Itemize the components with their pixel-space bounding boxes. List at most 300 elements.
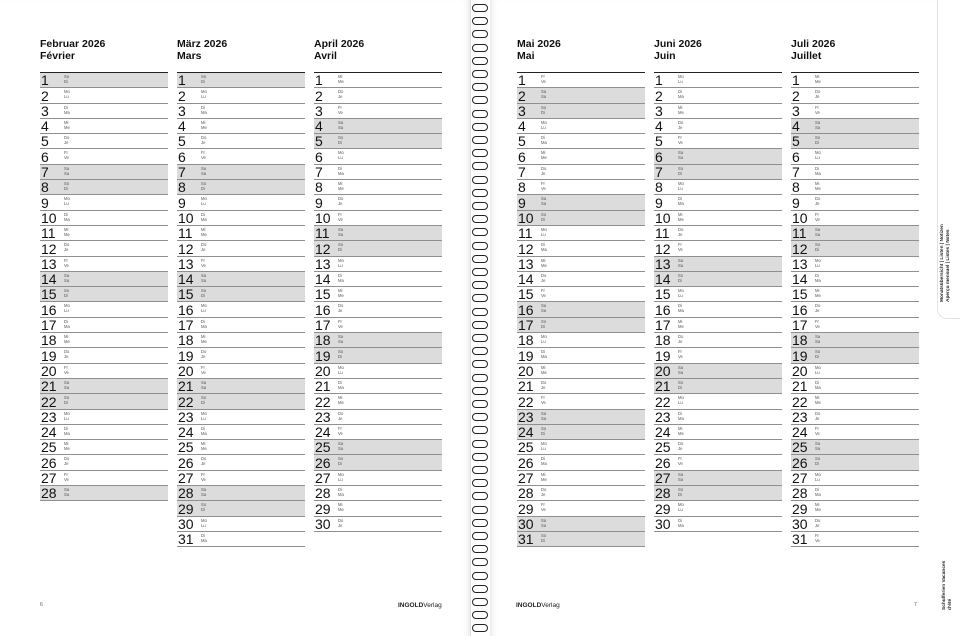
day-row[interactable] bbox=[654, 348, 782, 363]
weekday-label: Do Je bbox=[815, 517, 821, 528]
day-number: 23 bbox=[315, 408, 331, 425]
day-row[interactable] bbox=[177, 149, 305, 164]
day-number: 18 bbox=[315, 332, 331, 349]
day-number: 13 bbox=[178, 255, 194, 272]
day-number: 2 bbox=[41, 87, 49, 104]
spiral-coil bbox=[472, 202, 488, 210]
day-row[interactable] bbox=[40, 180, 168, 195]
day-row[interactable] bbox=[654, 410, 782, 425]
day-row[interactable] bbox=[791, 226, 919, 241]
day-row[interactable] bbox=[791, 348, 919, 363]
day-row[interactable] bbox=[314, 165, 442, 180]
day-row[interactable] bbox=[517, 501, 645, 516]
day-row[interactable] bbox=[40, 165, 168, 180]
day-row[interactable] bbox=[517, 532, 645, 547]
day-number: 4 bbox=[792, 118, 800, 135]
day-row[interactable] bbox=[40, 425, 168, 440]
day-row[interactable] bbox=[654, 272, 782, 287]
day-row[interactable] bbox=[654, 440, 782, 455]
day-row[interactable] bbox=[517, 149, 645, 164]
day-number: 28 bbox=[315, 485, 331, 502]
day-number: 6 bbox=[41, 148, 49, 165]
weekday-label: Sa Sa bbox=[338, 334, 344, 345]
spiral-coil bbox=[472, 545, 488, 553]
day-number: 9 bbox=[655, 194, 663, 211]
weekday-label: Fr Ve bbox=[64, 364, 69, 375]
spiral-coil bbox=[472, 281, 488, 289]
day-row[interactable] bbox=[517, 104, 645, 119]
day-number: 9 bbox=[792, 194, 800, 211]
day-number: 10 bbox=[518, 209, 534, 226]
day-number: 29 bbox=[655, 500, 671, 517]
month-title-fr: Mars bbox=[177, 50, 202, 62]
day-row[interactable] bbox=[517, 348, 645, 363]
day-row[interactable] bbox=[314, 425, 442, 440]
day-row[interactable] bbox=[517, 119, 645, 134]
spiral-coil bbox=[472, 110, 488, 118]
day-row[interactable] bbox=[791, 134, 919, 149]
spiral-coil bbox=[472, 70, 488, 78]
day-number: 18 bbox=[518, 332, 534, 349]
day-row[interactable] bbox=[177, 226, 305, 241]
day-number: 21 bbox=[41, 378, 57, 395]
day-row[interactable] bbox=[654, 287, 782, 302]
month-header bbox=[177, 38, 305, 73]
weekday-label: Do Je bbox=[678, 441, 684, 452]
day-row[interactable] bbox=[314, 410, 442, 425]
day-number: 27 bbox=[792, 470, 808, 487]
day-row[interactable] bbox=[654, 180, 782, 195]
day-row[interactable] bbox=[40, 134, 168, 149]
register-tab-label: Monatsübersicht | Listen | Notizen Aperçu mensuel | Listes | Notes bbox=[940, 224, 951, 302]
day-row[interactable] bbox=[654, 119, 782, 134]
day-row[interactable] bbox=[791, 119, 919, 134]
weekday-label: Di Ma bbox=[678, 196, 684, 207]
day-row[interactable] bbox=[40, 287, 168, 302]
day-number: 5 bbox=[41, 133, 49, 150]
day-number: 29 bbox=[518, 500, 534, 517]
day-row[interactable] bbox=[40, 88, 168, 103]
day-row[interactable] bbox=[517, 440, 645, 455]
day-row[interactable] bbox=[791, 302, 919, 317]
day-number: 25 bbox=[655, 439, 671, 456]
day-number: 14 bbox=[518, 271, 534, 288]
day-row[interactable] bbox=[517, 226, 645, 241]
day-number: 2 bbox=[315, 87, 323, 104]
weekday-label: Fr Ve bbox=[541, 181, 546, 192]
day-row[interactable] bbox=[654, 486, 782, 501]
day-row[interactable] bbox=[517, 211, 645, 226]
day-number: 26 bbox=[518, 454, 534, 471]
day-row[interactable] bbox=[177, 501, 305, 516]
day-row[interactable] bbox=[40, 257, 168, 272]
weekday-label: Mo Lu bbox=[815, 364, 821, 375]
day-row[interactable] bbox=[791, 104, 919, 119]
day-row[interactable] bbox=[654, 149, 782, 164]
weekday-label: So Di bbox=[201, 502, 207, 513]
day-row[interactable] bbox=[517, 333, 645, 348]
spiral-coil bbox=[472, 176, 488, 184]
weekday-label: Mi Me bbox=[541, 257, 547, 268]
day-row[interactable] bbox=[314, 180, 442, 195]
day-row[interactable] bbox=[517, 517, 645, 532]
day-row[interactable] bbox=[654, 88, 782, 103]
day-row[interactable] bbox=[791, 318, 919, 333]
weekday-label: Sa Sa bbox=[338, 119, 344, 130]
day-row[interactable] bbox=[654, 211, 782, 226]
day-row[interactable] bbox=[40, 119, 168, 134]
day-row[interactable] bbox=[40, 149, 168, 164]
day-row[interactable] bbox=[40, 302, 168, 317]
day-row[interactable] bbox=[517, 88, 645, 103]
day-row[interactable] bbox=[177, 455, 305, 470]
day-row[interactable] bbox=[314, 394, 442, 409]
weekday-label: Mo Lu bbox=[815, 257, 821, 268]
day-number: 14 bbox=[655, 271, 671, 288]
weekday-label: Sa Sa bbox=[64, 272, 70, 283]
day-row[interactable] bbox=[177, 195, 305, 210]
day-row[interactable] bbox=[40, 394, 168, 409]
weekday-label: Fr Ve bbox=[815, 425, 820, 436]
day-row[interactable] bbox=[177, 532, 305, 547]
day-number: 24 bbox=[315, 424, 331, 441]
weekday-label: Mi Me bbox=[541, 150, 547, 161]
day-row[interactable] bbox=[791, 287, 919, 302]
day-row[interactable] bbox=[314, 104, 442, 119]
day-row[interactable] bbox=[314, 134, 442, 149]
day-number: 12 bbox=[518, 240, 534, 257]
day-row[interactable] bbox=[40, 318, 168, 333]
day-row[interactable] bbox=[791, 88, 919, 103]
day-row[interactable] bbox=[791, 333, 919, 348]
day-row[interactable] bbox=[791, 394, 919, 409]
day-row[interactable] bbox=[177, 333, 305, 348]
spiral-coil bbox=[472, 585, 488, 593]
weekday-label: Sa Sa bbox=[678, 150, 684, 161]
day-row[interactable] bbox=[314, 302, 442, 317]
day-row[interactable] bbox=[40, 104, 168, 119]
day-row[interactable] bbox=[177, 379, 305, 394]
day-row[interactable] bbox=[40, 241, 168, 256]
weekday-label: Mo Lu bbox=[201, 303, 207, 314]
day-row[interactable] bbox=[40, 226, 168, 241]
day-row[interactable] bbox=[654, 318, 782, 333]
day-row[interactable] bbox=[517, 165, 645, 180]
day-row[interactable] bbox=[177, 241, 305, 256]
day-row[interactable] bbox=[791, 195, 919, 210]
weekday-label: Di Ma bbox=[678, 89, 684, 100]
weekday-label: Fr Ve bbox=[815, 211, 820, 222]
day-row[interactable] bbox=[314, 348, 442, 363]
day-row[interactable] bbox=[314, 379, 442, 394]
day-row[interactable] bbox=[517, 410, 645, 425]
day-row[interactable] bbox=[314, 241, 442, 256]
day-row[interactable] bbox=[654, 302, 782, 317]
day-number: 17 bbox=[792, 317, 808, 334]
spiral-coil bbox=[472, 4, 488, 12]
day-row[interactable] bbox=[40, 73, 168, 88]
day-number: 6 bbox=[315, 148, 323, 165]
day-row[interactable] bbox=[40, 333, 168, 348]
weekday-label: Fr Ve bbox=[338, 425, 343, 436]
day-row[interactable] bbox=[177, 302, 305, 317]
day-row[interactable] bbox=[791, 501, 919, 516]
day-row[interactable] bbox=[517, 394, 645, 409]
day-row[interactable] bbox=[177, 134, 305, 149]
day-row[interactable] bbox=[177, 272, 305, 287]
day-row[interactable] bbox=[654, 241, 782, 256]
day-row[interactable] bbox=[791, 455, 919, 470]
day-row[interactable] bbox=[177, 257, 305, 272]
day-row[interactable] bbox=[314, 257, 442, 272]
weekday-label: Do Je bbox=[338, 517, 344, 528]
day-row[interactable] bbox=[791, 440, 919, 455]
day-row[interactable] bbox=[791, 73, 919, 88]
spiral-coil bbox=[472, 611, 488, 619]
day-number: 6 bbox=[178, 148, 186, 165]
weekday-label: So Di bbox=[541, 532, 547, 543]
day-row[interactable] bbox=[791, 165, 919, 180]
day-row[interactable] bbox=[654, 73, 782, 88]
left-page-number: 6 bbox=[40, 602, 43, 608]
day-row[interactable] bbox=[40, 195, 168, 210]
day-row[interactable] bbox=[177, 287, 305, 302]
day-number: 18 bbox=[41, 332, 57, 349]
day-row[interactable] bbox=[517, 287, 645, 302]
day-row[interactable] bbox=[177, 486, 305, 501]
weekday-label: Sa Sa bbox=[201, 165, 207, 176]
day-row[interactable] bbox=[654, 195, 782, 210]
weekday-label: Do Je bbox=[815, 303, 821, 314]
day-row[interactable] bbox=[314, 272, 442, 287]
weekday-label: So Di bbox=[678, 379, 684, 390]
weekday-label: Mi Me bbox=[338, 288, 344, 299]
day-row[interactable] bbox=[654, 425, 782, 440]
day-row[interactable] bbox=[654, 134, 782, 149]
day-row[interactable] bbox=[40, 379, 168, 394]
day-row[interactable] bbox=[40, 272, 168, 287]
day-row[interactable] bbox=[654, 394, 782, 409]
day-row[interactable] bbox=[791, 149, 919, 164]
day-row[interactable] bbox=[314, 333, 442, 348]
day-number: 23 bbox=[655, 408, 671, 425]
day-row[interactable] bbox=[40, 440, 168, 455]
day-number: 5 bbox=[178, 133, 186, 150]
weekday-label: Sa Sa bbox=[541, 303, 547, 314]
day-row[interactable] bbox=[517, 180, 645, 195]
day-row[interactable] bbox=[40, 486, 168, 501]
day-row[interactable] bbox=[517, 425, 645, 440]
day-row[interactable] bbox=[791, 517, 919, 532]
weekday-label: Mi Me bbox=[338, 395, 344, 406]
weekday-label: So Di bbox=[815, 349, 821, 360]
day-row[interactable] bbox=[791, 379, 919, 394]
day-row[interactable] bbox=[517, 257, 645, 272]
day-number: 6 bbox=[655, 148, 663, 165]
day-row[interactable] bbox=[517, 364, 645, 379]
day-row[interactable] bbox=[654, 471, 782, 486]
day-row[interactable] bbox=[654, 455, 782, 470]
weekday-label: Mi Me bbox=[201, 226, 207, 237]
day-row[interactable] bbox=[517, 379, 645, 394]
day-row[interactable] bbox=[314, 149, 442, 164]
weekday-label: Fr Ve bbox=[541, 288, 546, 299]
weekday-label: Di Ma bbox=[338, 379, 344, 390]
day-row[interactable] bbox=[517, 455, 645, 470]
day-row[interactable] bbox=[177, 394, 305, 409]
day-row[interactable] bbox=[517, 318, 645, 333]
spiral-coil bbox=[472, 321, 488, 329]
day-row[interactable] bbox=[314, 471, 442, 486]
day-row[interactable] bbox=[654, 104, 782, 119]
day-row[interactable] bbox=[654, 257, 782, 272]
month-title-de: Mai 2026 bbox=[517, 38, 561, 50]
day-number: 27 bbox=[518, 470, 534, 487]
day-row[interactable] bbox=[40, 410, 168, 425]
day-row[interactable] bbox=[177, 119, 305, 134]
day-row[interactable] bbox=[177, 104, 305, 119]
spiral-coil bbox=[472, 413, 488, 421]
day-row[interactable] bbox=[654, 226, 782, 241]
day-row[interactable] bbox=[791, 241, 919, 256]
day-number: 19 bbox=[792, 347, 808, 364]
day-row[interactable] bbox=[314, 501, 442, 516]
spiral-coil bbox=[472, 466, 488, 474]
day-row[interactable] bbox=[654, 165, 782, 180]
day-row[interactable] bbox=[517, 486, 645, 501]
day-row[interactable] bbox=[791, 532, 919, 547]
day-row[interactable] bbox=[654, 364, 782, 379]
day-row[interactable] bbox=[177, 348, 305, 363]
spiral-binding bbox=[470, 0, 490, 636]
day-row[interactable] bbox=[654, 333, 782, 348]
day-row[interactable] bbox=[791, 272, 919, 287]
day-number: 30 bbox=[315, 515, 331, 532]
day-row[interactable] bbox=[177, 88, 305, 103]
day-row[interactable] bbox=[177, 440, 305, 455]
day-row[interactable] bbox=[654, 501, 782, 516]
weekday-label: So Di bbox=[815, 242, 821, 253]
day-row[interactable] bbox=[314, 318, 442, 333]
day-row[interactable] bbox=[177, 165, 305, 180]
spiral-coil bbox=[472, 506, 488, 514]
weekday-label: Fr Ve bbox=[201, 257, 206, 268]
day-row[interactable] bbox=[791, 211, 919, 226]
day-row[interactable] bbox=[314, 440, 442, 455]
weekday-label: So Di bbox=[541, 425, 547, 436]
day-row[interactable] bbox=[40, 471, 168, 486]
weekday-label: Di Ma bbox=[541, 349, 547, 360]
day-number: 8 bbox=[792, 179, 800, 196]
spiral-coil bbox=[472, 453, 488, 461]
weekday-label: Fr Ve bbox=[678, 456, 683, 467]
day-number: 4 bbox=[655, 118, 663, 135]
day-row[interactable] bbox=[791, 257, 919, 272]
day-number: 10 bbox=[655, 209, 671, 226]
day-row[interactable] bbox=[177, 180, 305, 195]
day-row[interactable] bbox=[177, 425, 305, 440]
day-row[interactable] bbox=[40, 364, 168, 379]
day-row[interactable] bbox=[314, 455, 442, 470]
weekday-label: Do Je bbox=[678, 119, 684, 130]
day-row[interactable] bbox=[517, 241, 645, 256]
day-row[interactable] bbox=[791, 364, 919, 379]
weekday-label: Mo Lu bbox=[678, 288, 684, 299]
weekday-label: Mo Lu bbox=[201, 89, 207, 100]
day-row[interactable] bbox=[177, 410, 305, 425]
spiral-coil bbox=[472, 426, 488, 434]
day-row[interactable] bbox=[177, 73, 305, 88]
day-row[interactable] bbox=[517, 73, 645, 88]
day-row[interactable] bbox=[177, 471, 305, 486]
weekday-label: Fr Ve bbox=[201, 364, 206, 375]
day-row[interactable] bbox=[314, 287, 442, 302]
day-row[interactable] bbox=[177, 211, 305, 226]
day-row[interactable] bbox=[517, 134, 645, 149]
day-row[interactable] bbox=[517, 195, 645, 210]
day-row[interactable] bbox=[314, 517, 442, 532]
day-number: 12 bbox=[315, 240, 331, 257]
day-row[interactable] bbox=[314, 73, 442, 88]
weekday-label: Sa Sa bbox=[64, 487, 70, 498]
weekday-label: Fr Ve bbox=[201, 150, 206, 161]
day-number: 22 bbox=[655, 393, 671, 410]
day-row[interactable] bbox=[314, 195, 442, 210]
day-row[interactable] bbox=[40, 211, 168, 226]
day-row[interactable] bbox=[791, 471, 919, 486]
month-header bbox=[791, 38, 919, 73]
day-row[interactable] bbox=[40, 348, 168, 363]
weekday-label: Mo Lu bbox=[541, 226, 547, 237]
day-row[interactable] bbox=[314, 211, 442, 226]
day-number: 14 bbox=[315, 271, 331, 288]
day-row[interactable] bbox=[791, 410, 919, 425]
day-row[interactable] bbox=[314, 364, 442, 379]
day-row[interactable] bbox=[177, 364, 305, 379]
weekday-label: Di Ma bbox=[338, 487, 344, 498]
day-row[interactable] bbox=[314, 486, 442, 501]
day-row[interactable] bbox=[791, 486, 919, 501]
day-number: 18 bbox=[792, 332, 808, 349]
spiral-coil bbox=[472, 572, 488, 580]
day-row[interactable] bbox=[314, 119, 442, 134]
weekday-label: Mi Me bbox=[678, 211, 684, 222]
month-column bbox=[314, 38, 442, 532]
day-row[interactable] bbox=[177, 318, 305, 333]
weekday-label: Mo Lu bbox=[64, 196, 70, 207]
day-row[interactable] bbox=[314, 226, 442, 241]
day-row[interactable] bbox=[654, 517, 782, 532]
day-number: 25 bbox=[792, 439, 808, 456]
day-row[interactable] bbox=[654, 379, 782, 394]
day-row[interactable] bbox=[791, 425, 919, 440]
weekday-label: Di Ma bbox=[64, 211, 70, 222]
day-row[interactable] bbox=[517, 272, 645, 287]
weekday-label: Mo Lu bbox=[815, 150, 821, 161]
day-row[interactable] bbox=[791, 180, 919, 195]
weekday-label: Do Je bbox=[338, 410, 344, 421]
day-row[interactable] bbox=[517, 471, 645, 486]
day-number: 20 bbox=[792, 362, 808, 379]
month-title-fr: Juillet bbox=[791, 50, 822, 62]
day-row[interactable] bbox=[314, 88, 442, 103]
weekday-label: Sa Sa bbox=[815, 226, 821, 237]
day-row[interactable] bbox=[40, 455, 168, 470]
day-row[interactable] bbox=[517, 302, 645, 317]
spiral-coil bbox=[472, 598, 488, 606]
day-number: 10 bbox=[792, 209, 808, 226]
day-row[interactable] bbox=[177, 517, 305, 532]
